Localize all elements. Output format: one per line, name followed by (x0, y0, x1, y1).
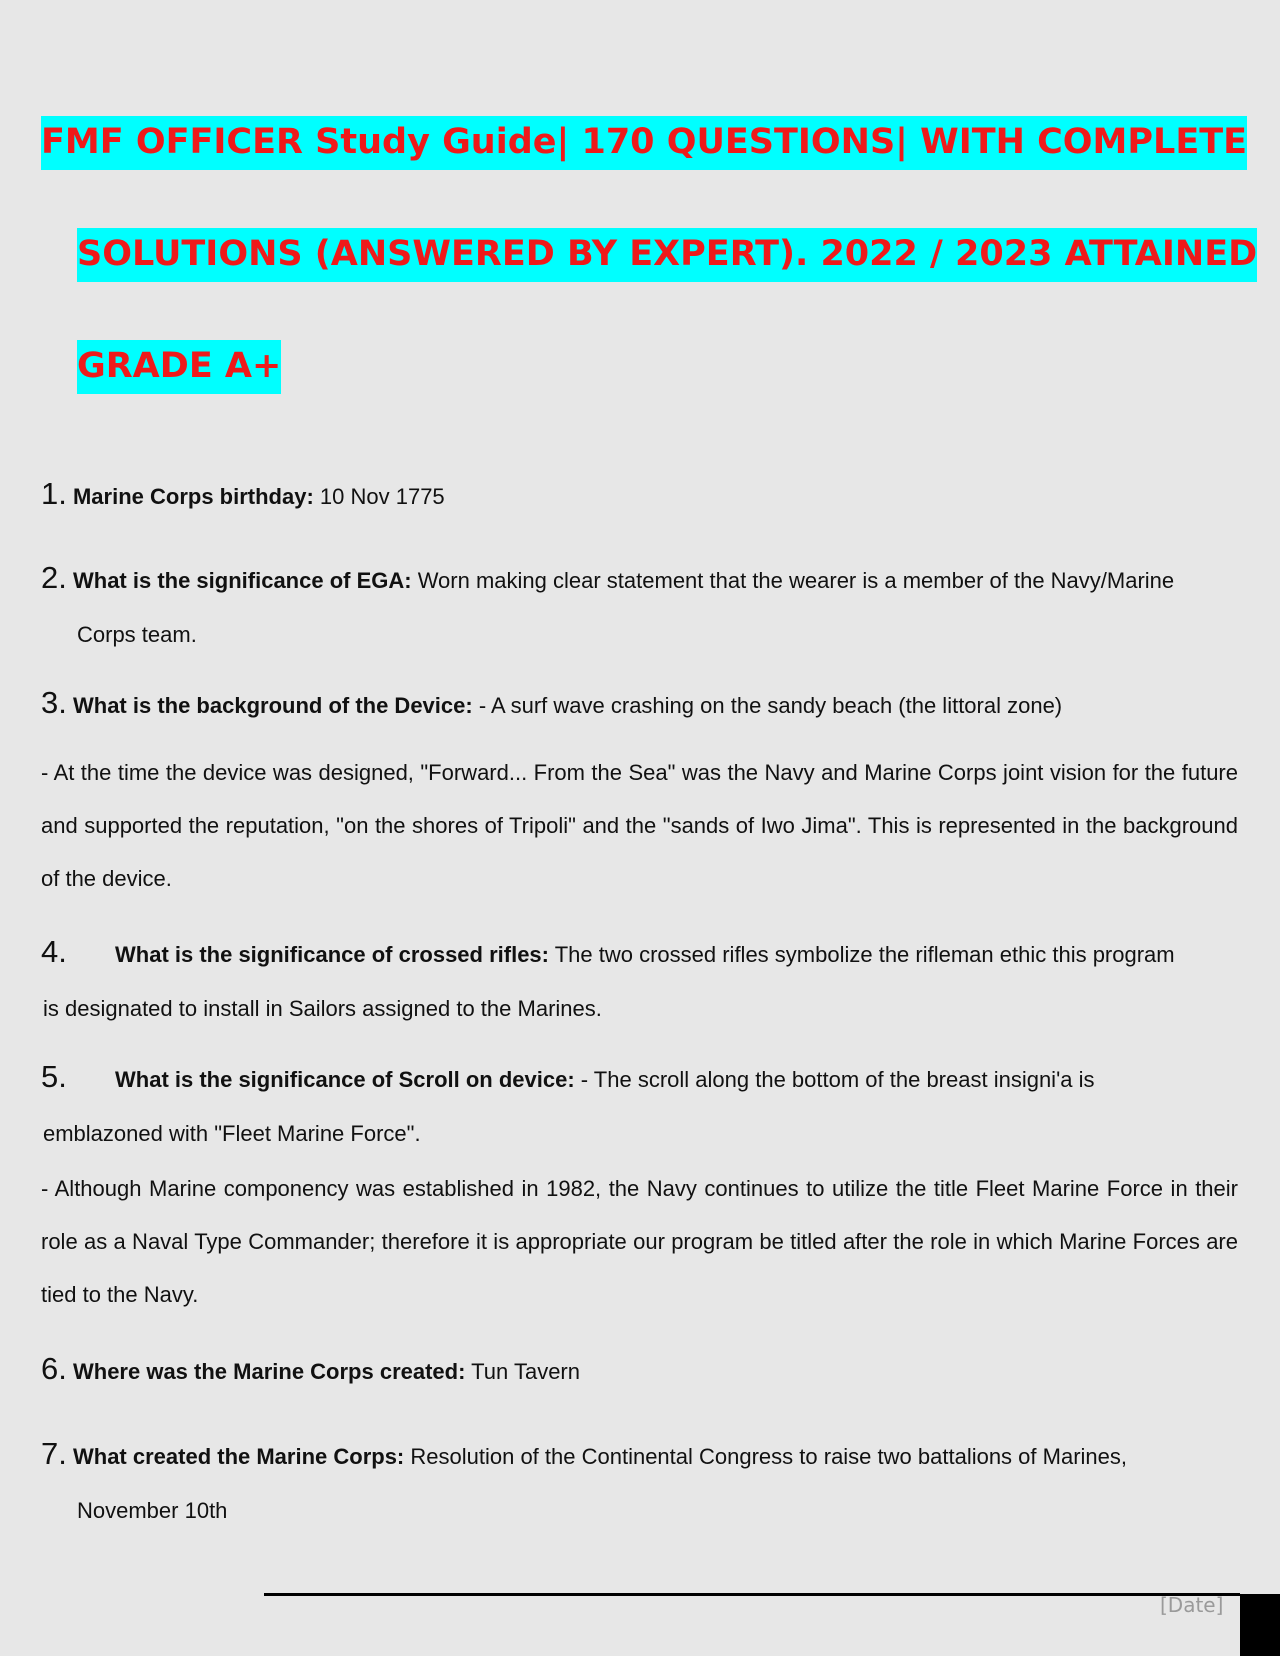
question-text: What is the significance of EGA: (72, 568, 412, 593)
item-number: 6. (41, 1351, 67, 1386)
answer-continuation: emblazoned with "Fleet Marine Force". (43, 1121, 421, 1146)
answer-text: 10 Nov 1775 (313, 484, 445, 509)
device-note-paragraph: - At the time the device was designed, "Forward... From the Sea" was the Navy and Marine Corps joint vision for the future and supported the reputation, "on the shores of Tripoli" and the "sands of Iwo Jima". This is represented in the background of the device. (41, 760, 1238, 891)
item-number: 1. (41, 476, 67, 511)
question-text: What is the significance of crossed rifles: (115, 942, 549, 967)
title-line-2: SOLUTIONS (ANSWERED BY EXPERT). 2022 / 2023 ATTAINED (77, 234, 1257, 274)
question-item-6 (41, 1342, 1241, 1399)
question-item-3 (41, 676, 1241, 733)
question-text: What is the background of the Device: (72, 693, 473, 718)
answer-text: The two crossed rifles symbolize the rifleman ethic this program (549, 942, 1175, 967)
answer-continuation: Corps team. (77, 622, 197, 647)
question-item-4 (41, 925, 1241, 1036)
answer-continuation: is designated to install in Sailors assigned to the Marines. (43, 996, 602, 1021)
item-number: 7. (41, 1436, 67, 1471)
footer-date: [Date] (1160, 1593, 1224, 1617)
item-number: 5. (41, 1059, 67, 1094)
item-number: 3. (41, 685, 67, 720)
item-number: 2. (41, 560, 67, 595)
footer-rule (264, 1593, 1240, 1596)
title-line-3: GRADE A+ (77, 346, 281, 386)
scroll-note-paragraph: - Although Marine componency was established in 1982, the Navy continues to utilize the title Fleet Marine Force in their role as a Naval Type Commander; therefore it is appropriate our program be titled after the role in which Marine Forces are tied to the Navy. (41, 1176, 1238, 1307)
footer-black-box (1240, 1594, 1280, 1656)
question-text: Where was the Marine Corps created: (72, 1359, 466, 1384)
item-number: 4. (41, 934, 67, 969)
question-text: What created the Marine Corps: (72, 1444, 405, 1469)
question-item-2 (41, 551, 1241, 662)
answer-text: Resolution of the Continental Congress to raise two battalions of Marines, (404, 1444, 1127, 1469)
answer-text: - A surf wave crashing on the sandy beach (the littoral zone) (472, 693, 1063, 718)
question-item-5 (41, 1050, 1241, 1161)
answer-text: Tun Tavern (465, 1359, 580, 1384)
question-text: What is the significance of Scroll on device: (115, 1067, 575, 1092)
answer-text: - The scroll along the bottom of the breast insigni'a is (574, 1067, 1095, 1092)
title-line-1: FMF OFFICER Study Guide| 170 QUESTIONS| WITH COMPLETE (41, 122, 1247, 162)
answer-text: Worn making clear statement that the wearer is a member of the Navy/Marine (411, 568, 1175, 593)
question-item-1 (41, 467, 1241, 524)
answer-continuation: November 10th (77, 1498, 228, 1523)
question-item-7 (41, 1427, 1241, 1538)
question-text: Marine Corps birthday: (72, 484, 314, 509)
